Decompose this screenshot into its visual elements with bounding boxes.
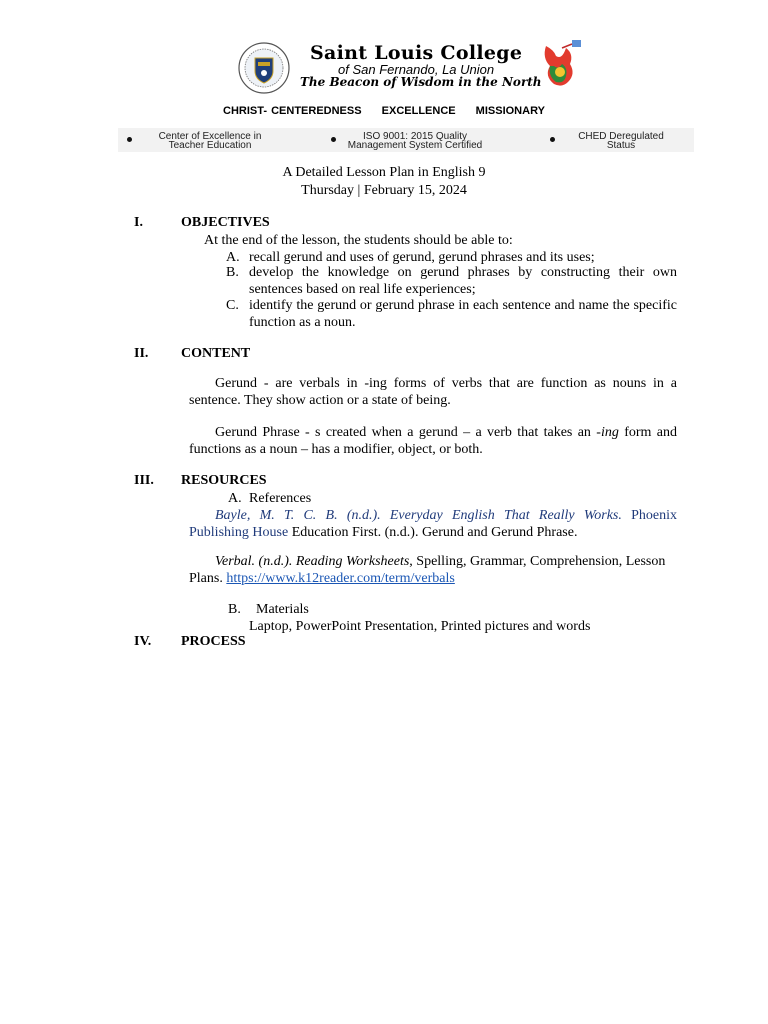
section-number: IV. [134, 634, 152, 649]
core-values [0, 105, 768, 117]
accreditation-ched: CHED Deregulated Status [578, 131, 664, 151]
list-item-letter: A. [226, 250, 240, 265]
core-value: CHRIST- CENTEREDNESS [223, 105, 362, 117]
k12reader-link[interactable]: https://www.k12reader.com/term/verbals [226, 571, 455, 586]
objective-item: identify the gerund or gerund phrase in each sentence and name the specific function as a noun. [249, 298, 677, 330]
college-seal-logo [238, 42, 290, 94]
accreditation-coe: Center of Excellence in Teacher Education [158, 131, 262, 151]
references-label: References [249, 491, 312, 506]
core-value: EXCELLENCE [381, 105, 456, 117]
section-heading-content: CONTENT [181, 346, 251, 361]
gerund-phrase-definition: Gerund Phrase - s created when a gerund – a verb that takes an -ing form and functions as a noun – has a modifier, object, or both. [189, 425, 677, 457]
objectives-intro: At the end of the lesson, the students should be able to: [204, 233, 513, 248]
core-value: MISSIONARY [475, 105, 545, 117]
accreditation-iso: ISO 9001: 2015 Quality Management System Certified [347, 131, 483, 151]
objective-item: develop the knowledge on gerund phrases by constructing their own sentences based on real life experiences; [249, 265, 677, 297]
section-heading-process: PROCESS [181, 634, 246, 649]
gerund-definition: Gerund - are verbals in -ing forms of verbs that are function as nouns in a sentence. They show action or a state of being. [189, 376, 677, 408]
section-heading-objectives: OBJECTIVES [181, 215, 270, 230]
list-item-letter: B. [226, 265, 239, 280]
section-number: III. [134, 473, 154, 488]
bullet-icon [127, 137, 132, 142]
section-number: I. [134, 215, 143, 230]
reference-k12reader: Verbal. (n.d.). Reading Worksheets, Spelling, Grammar, Comprehension, Lesson Plans. https://www.k12reader.com/term/verbals [189, 554, 666, 586]
list-item-letter: A. [228, 491, 242, 506]
lesson-plan-title: A Detailed Lesson Plan in English 9 Thursday | February 15, 2024 [282, 165, 486, 198]
list-item-letter: C. [226, 298, 239, 313]
college-location: of San Fernando, La Union [338, 62, 495, 77]
college-motto: The Beacon of Wisdom in the North [300, 75, 542, 89]
section-heading-resources: RESOURCES [181, 473, 267, 488]
materials-list: Laptop, PowerPoint Presentation, Printed pictures and words [249, 619, 591, 634]
section-number: II. [134, 346, 149, 361]
college-name: Saint Louis College [310, 42, 523, 64]
list-item-letter: B. [228, 602, 241, 617]
flame-logo [532, 36, 588, 90]
bullet-icon [550, 137, 555, 142]
reference-bayle: Bayle, M. T. C. B. (n.d.). Everyday English That Really Works. Phoenix Publishing House Education First. (n.d.). Gerund and Gerund Phrase. [189, 508, 677, 540]
objective-item: recall gerund and uses of gerund, gerund phrases and its uses; [249, 250, 595, 265]
bullet-icon [331, 137, 336, 142]
materials-label: Materials [256, 602, 309, 617]
